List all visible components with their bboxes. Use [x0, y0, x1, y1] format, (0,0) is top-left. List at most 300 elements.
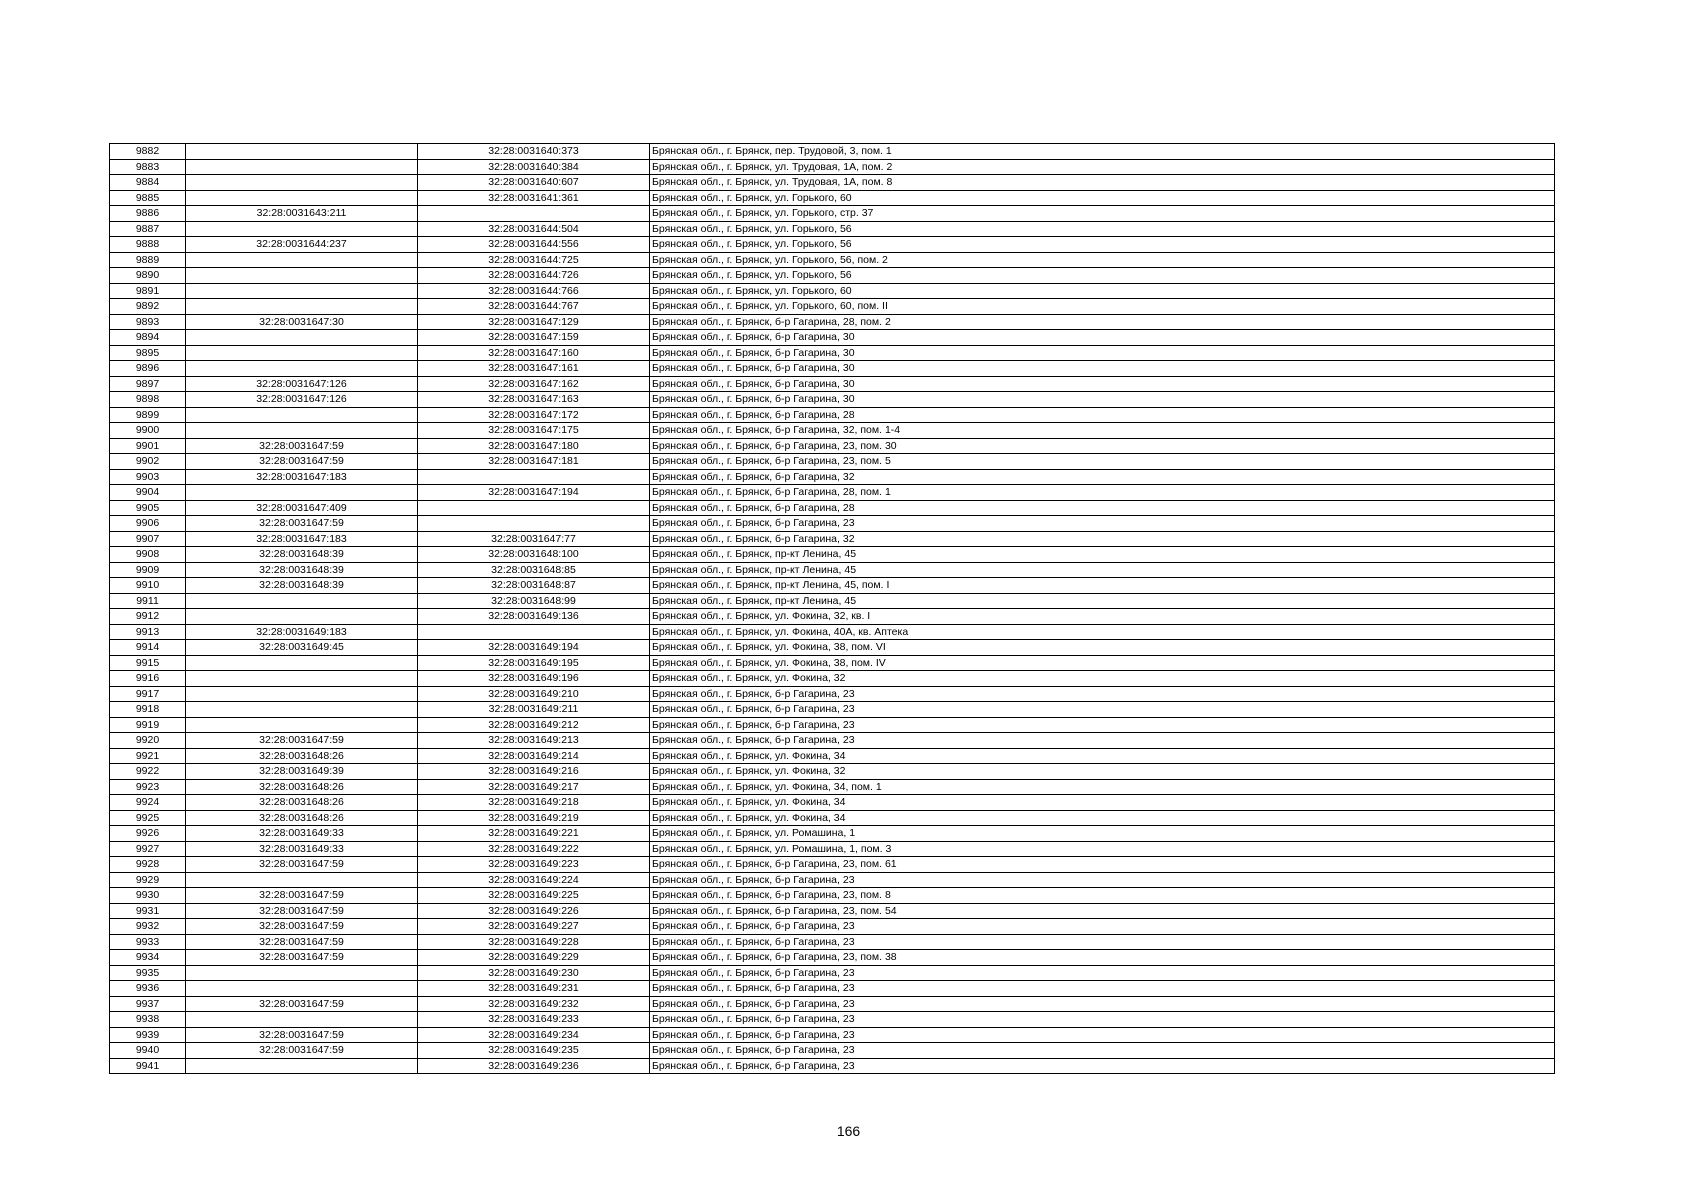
address-cell: Брянская обл., г. Брянск, б-р Гагарина, 23 [650, 981, 1555, 997]
address-cell: Брянская обл., г. Брянск, ул. Горького, 56 [650, 268, 1555, 284]
table-row [110, 562, 1555, 578]
address-cell: Брянская обл., г. Брянск, б-р Гагарина, 23, пом. 38 [650, 950, 1555, 966]
table-row [110, 733, 1555, 749]
row-number-cell: 9885 [110, 190, 186, 206]
land-cadastral-cell [186, 655, 418, 671]
address-cell: Брянская обл., г. Брянск, б-р Гагарина, 23 [650, 1027, 1555, 1043]
land-cadastral-cell [186, 345, 418, 361]
land-cadastral-cell [186, 175, 418, 191]
address-cell: Брянская обл., г. Брянск, ул. Трудовая, 1А, пом. 2 [650, 159, 1555, 175]
address-cell: Брянская обл., г. Брянск, б-р Гагарина, 23 [650, 717, 1555, 733]
land-cadastral-cell [186, 485, 418, 501]
object-cadastral-cell: 32:28:0031649:235 [418, 1043, 650, 1059]
table-row [110, 872, 1555, 888]
object-cadastral-cell: 32:28:0031649:218 [418, 795, 650, 811]
table-row [110, 826, 1555, 842]
row-number-cell: 9910 [110, 578, 186, 594]
registry-table-body [110, 144, 1555, 1074]
land-cadastral-cell: 32:28:0031647:59 [186, 857, 418, 873]
row-number-cell: 9906 [110, 516, 186, 532]
table-row [110, 330, 1555, 346]
object-cadastral-cell [418, 624, 650, 640]
object-cadastral-cell: 32:28:0031649:229 [418, 950, 650, 966]
land-cadastral-cell: 32:28:0031647:30 [186, 314, 418, 330]
object-cadastral-cell [418, 500, 650, 516]
table-row [110, 190, 1555, 206]
row-number-cell: 9901 [110, 438, 186, 454]
land-cadastral-cell: 32:28:0031647:59 [186, 888, 418, 904]
address-cell: Брянская обл., г. Брянск, б-р Гагарина, 23 [650, 934, 1555, 950]
object-cadastral-cell: 32:28:0031647:160 [418, 345, 650, 361]
table-row [110, 1027, 1555, 1043]
row-number-cell: 9890 [110, 268, 186, 284]
row-number-cell: 9918 [110, 702, 186, 718]
row-number-cell: 9929 [110, 872, 186, 888]
land-cadastral-cell: 32:28:0031647:126 [186, 376, 418, 392]
row-number-cell: 9928 [110, 857, 186, 873]
row-number-cell: 9883 [110, 159, 186, 175]
land-cadastral-cell: 32:28:0031647:59 [186, 1043, 418, 1059]
row-number-cell: 9895 [110, 345, 186, 361]
land-cadastral-cell [186, 252, 418, 268]
table-row [110, 299, 1555, 315]
row-number-cell: 9933 [110, 934, 186, 950]
object-cadastral-cell: 32:28:0031648:87 [418, 578, 650, 594]
table-row [110, 578, 1555, 594]
object-cadastral-cell [418, 516, 650, 532]
object-cadastral-cell: 32:28:0031647:180 [418, 438, 650, 454]
table-row [110, 547, 1555, 563]
address-cell: Брянская обл., г. Брянск, ул. Горького, 60 [650, 283, 1555, 299]
address-cell: Брянская обл., г. Брянск, ул. Горького, 60 [650, 190, 1555, 206]
land-cadastral-cell: 32:28:0031643:211 [186, 206, 418, 222]
table-row [110, 981, 1555, 997]
address-cell: Брянская обл., г. Брянск, б-р Гагарина, 30 [650, 361, 1555, 377]
land-cadastral-cell [186, 1058, 418, 1074]
land-cadastral-cell [186, 593, 418, 609]
address-cell: Брянская обл., г. Брянск, ул. Фокина, 34 [650, 810, 1555, 826]
object-cadastral-cell: 32:28:0031644:767 [418, 299, 650, 315]
row-number-cell: 9899 [110, 407, 186, 423]
table-row [110, 361, 1555, 377]
object-cadastral-cell: 32:28:0031649:233 [418, 1012, 650, 1028]
table-row [110, 516, 1555, 532]
land-cadastral-cell: 32:28:0031649:33 [186, 841, 418, 857]
address-cell: Брянская обл., г. Брянск, б-р Гагарина, 23 [650, 965, 1555, 981]
object-cadastral-cell: 32:28:0031641:361 [418, 190, 650, 206]
table-row [110, 996, 1555, 1012]
address-cell: Брянская обл., г. Брянск, б-р Гагарина, 28 [650, 407, 1555, 423]
address-cell: Брянская обл., г. Брянск, б-р Гагарина, 23 [650, 702, 1555, 718]
row-number-cell: 9905 [110, 500, 186, 516]
object-cadastral-cell: 32:28:0031649:230 [418, 965, 650, 981]
land-cadastral-cell: 32:28:0031648:26 [186, 795, 418, 811]
object-cadastral-cell: 32:28:0031644:766 [418, 283, 650, 299]
land-cadastral-cell: 32:28:0031647:409 [186, 500, 418, 516]
object-cadastral-cell: 32:28:0031649:213 [418, 733, 650, 749]
object-cadastral-cell: 32:28:0031640:373 [418, 144, 650, 160]
row-number-cell: 9931 [110, 903, 186, 919]
land-cadastral-cell: 32:28:0031647:59 [186, 903, 418, 919]
table-row [110, 1043, 1555, 1059]
page-number: 166 [836, 1123, 861, 1139]
address-cell: Брянская обл., г. Брянск, ул. Горького, 56 [650, 221, 1555, 237]
land-cadastral-cell [186, 221, 418, 237]
row-number-cell: 9927 [110, 841, 186, 857]
land-cadastral-cell [186, 423, 418, 439]
table-row [110, 795, 1555, 811]
address-cell: Брянская обл., г. Брянск, ул. Фокина, 34 [650, 795, 1555, 811]
address-cell: Брянская обл., г. Брянск, б-р Гагарина, 28, пом. 1 [650, 485, 1555, 501]
land-cadastral-cell [186, 283, 418, 299]
object-cadastral-cell: 32:28:0031649:224 [418, 872, 650, 888]
object-cadastral-cell: 32:28:0031647:159 [418, 330, 650, 346]
table-row [110, 965, 1555, 981]
object-cadastral-cell: 32:28:0031649:195 [418, 655, 650, 671]
land-cadastral-cell: 32:28:0031648:39 [186, 547, 418, 563]
land-cadastral-cell: 32:28:0031649:183 [186, 624, 418, 640]
table-row [110, 268, 1555, 284]
land-cadastral-cell: 32:28:0031648:26 [186, 748, 418, 764]
object-cadastral-cell: 32:28:0031649:232 [418, 996, 650, 1012]
row-number-cell: 9884 [110, 175, 186, 191]
object-cadastral-cell: 32:28:0031648:100 [418, 547, 650, 563]
table-row [110, 717, 1555, 733]
land-cadastral-cell [186, 981, 418, 997]
address-cell: Брянская обл., г. Брянск, пр-кт Ленина, 45 [650, 593, 1555, 609]
object-cadastral-cell: 32:28:0031647:129 [418, 314, 650, 330]
address-cell: Брянская обл., г. Брянск, б-р Гагарина, 28, пом. 2 [650, 314, 1555, 330]
object-cadastral-cell: 32:28:0031644:556 [418, 237, 650, 253]
row-number-cell: 9934 [110, 950, 186, 966]
address-cell: Брянская обл., г. Брянск, ул. Фокина, 34 [650, 748, 1555, 764]
address-cell: Брянская обл., г. Брянск, ул. Фокина, 34, пом. 1 [650, 779, 1555, 795]
row-number-cell: 9914 [110, 640, 186, 656]
object-cadastral-cell: 32:28:0031644:726 [418, 268, 650, 284]
address-cell: Брянская обл., г. Брянск, ул. Фокина, 32, кв. I [650, 609, 1555, 625]
land-cadastral-cell [186, 190, 418, 206]
row-number-cell: 9893 [110, 314, 186, 330]
address-cell: Брянская обл., г. Брянск, б-р Гагарина, 23 [650, 919, 1555, 935]
address-cell: Брянская обл., г. Брянск, б-р Гагарина, 23 [650, 1058, 1555, 1074]
object-cadastral-cell: 32:28:0031647:181 [418, 454, 650, 470]
address-cell: Брянская обл., г. Брянск, б-р Гагарина, 23 [650, 733, 1555, 749]
row-number-cell: 9888 [110, 237, 186, 253]
row-number-cell: 9915 [110, 655, 186, 671]
object-cadastral-cell: 32:28:0031647:175 [418, 423, 650, 439]
land-cadastral-cell: 32:28:0031647:126 [186, 392, 418, 408]
land-cadastral-cell [186, 671, 418, 687]
address-cell: Брянская обл., г. Брянск, б-р Гагарина, 30 [650, 345, 1555, 361]
table-row [110, 609, 1555, 625]
land-cadastral-cell: 32:28:0031648:26 [186, 779, 418, 795]
object-cadastral-cell [418, 469, 650, 485]
row-number-cell: 9909 [110, 562, 186, 578]
object-cadastral-cell: 32:28:0031647:77 [418, 531, 650, 547]
row-number-cell: 9926 [110, 826, 186, 842]
row-number-cell: 9922 [110, 764, 186, 780]
table-row [110, 485, 1555, 501]
table-row [110, 175, 1555, 191]
land-cadastral-cell: 32:28:0031647:59 [186, 733, 418, 749]
table-row [110, 469, 1555, 485]
address-cell: Брянская обл., г. Брянск, ул. Фокина, 32 [650, 764, 1555, 780]
table-row [110, 159, 1555, 175]
row-number-cell: 9940 [110, 1043, 186, 1059]
table-row [110, 748, 1555, 764]
object-cadastral-cell: 32:28:0031649:221 [418, 826, 650, 842]
object-cadastral-cell: 32:28:0031647:163 [418, 392, 650, 408]
address-cell: Брянская обл., г. Брянск, ул. Фокина, 38, пом. VI [650, 640, 1555, 656]
row-number-cell: 9936 [110, 981, 186, 997]
address-cell: Брянская обл., г. Брянск, пр-кт Ленина, 45, пом. I [650, 578, 1555, 594]
address-cell: Брянская обл., г. Брянск, б-р Гагарина, 23 [650, 872, 1555, 888]
address-cell: Брянская обл., г. Брянск, б-р Гагарина, 32 [650, 469, 1555, 485]
address-cell: Брянская обл., г. Брянск, ул. Фокина, 38, пом. IV [650, 655, 1555, 671]
land-cadastral-cell: 32:28:0031647:59 [186, 950, 418, 966]
land-cadastral-cell [186, 1012, 418, 1028]
object-cadastral-cell: 32:28:0031649:211 [418, 702, 650, 718]
row-number-cell: 9886 [110, 206, 186, 222]
table-row [110, 702, 1555, 718]
table-row [110, 438, 1555, 454]
land-cadastral-cell [186, 299, 418, 315]
object-cadastral-cell: 32:28:0031649:136 [418, 609, 650, 625]
land-cadastral-cell: 32:28:0031647:59 [186, 934, 418, 950]
object-cadastral-cell: 32:28:0031649:219 [418, 810, 650, 826]
row-number-cell: 9937 [110, 996, 186, 1012]
land-cadastral-cell: 32:28:0031647:183 [186, 469, 418, 485]
row-number-cell: 9939 [110, 1027, 186, 1043]
object-cadastral-cell: 32:28:0031649:217 [418, 779, 650, 795]
object-cadastral-cell: 32:28:0031649:212 [418, 717, 650, 733]
address-cell: Брянская обл., г. Брянск, б-р Гагарина, 23 [650, 516, 1555, 532]
row-number-cell: 9904 [110, 485, 186, 501]
row-number-cell: 9894 [110, 330, 186, 346]
object-cadastral-cell: 32:28:0031648:99 [418, 593, 650, 609]
object-cadastral-cell: 32:28:0031648:85 [418, 562, 650, 578]
land-cadastral-cell [186, 407, 418, 423]
land-cadastral-cell [186, 702, 418, 718]
object-cadastral-cell: 32:28:0031647:161 [418, 361, 650, 377]
object-cadastral-cell: 32:28:0031649:226 [418, 903, 650, 919]
object-cadastral-cell [418, 206, 650, 222]
object-cadastral-cell: 32:28:0031647:162 [418, 376, 650, 392]
table-row [110, 500, 1555, 516]
table-row [110, 593, 1555, 609]
table-row [110, 934, 1555, 950]
object-cadastral-cell: 32:28:0031649:231 [418, 981, 650, 997]
table-row [110, 1012, 1555, 1028]
table-row [110, 252, 1555, 268]
address-cell: Брянская обл., г. Брянск, б-р Гагарина, 23, пом. 30 [650, 438, 1555, 454]
row-number-cell: 9892 [110, 299, 186, 315]
row-number-cell: 9930 [110, 888, 186, 904]
table-row [110, 345, 1555, 361]
land-cadastral-cell: 32:28:0031647:59 [186, 454, 418, 470]
address-cell: Брянская обл., г. Брянск, ул. Горького, 60, пом. II [650, 299, 1555, 315]
land-cadastral-cell: 32:28:0031649:45 [186, 640, 418, 656]
row-number-cell: 9935 [110, 965, 186, 981]
table-row [110, 454, 1555, 470]
row-number-cell: 9891 [110, 283, 186, 299]
row-number-cell: 9920 [110, 733, 186, 749]
row-number-cell: 9897 [110, 376, 186, 392]
address-cell: Брянская обл., г. Брянск, б-р Гагарина, 30 [650, 330, 1555, 346]
land-cadastral-cell: 32:28:0031647:183 [186, 531, 418, 547]
address-cell: Брянская обл., г. Брянск, б-р Гагарина, 23, пом. 54 [650, 903, 1555, 919]
address-cell: Брянская обл., г. Брянск, пр-кт Ленина, 45 [650, 547, 1555, 563]
land-cadastral-cell: 32:28:0031647:59 [186, 516, 418, 532]
table-row [110, 686, 1555, 702]
table-row [110, 640, 1555, 656]
object-cadastral-cell: 32:28:0031644:725 [418, 252, 650, 268]
table-row [110, 624, 1555, 640]
table-row [110, 206, 1555, 222]
land-cadastral-cell [186, 144, 418, 160]
land-cadastral-cell: 32:28:0031648:39 [186, 578, 418, 594]
address-cell: Брянская обл., г. Брянск, ул. Ромашина, 1, пом. 3 [650, 841, 1555, 857]
land-cadastral-cell [186, 872, 418, 888]
object-cadastral-cell: 32:28:0031649:223 [418, 857, 650, 873]
land-cadastral-cell: 32:28:0031649:33 [186, 826, 418, 842]
row-number-cell: 9925 [110, 810, 186, 826]
land-cadastral-cell [186, 717, 418, 733]
row-number-cell: 9896 [110, 361, 186, 377]
object-cadastral-cell: 32:28:0031649:222 [418, 841, 650, 857]
object-cadastral-cell: 32:28:0031640:607 [418, 175, 650, 191]
address-cell: Брянская обл., г. Брянск, б-р Гагарина, 23 [650, 686, 1555, 702]
address-cell: Брянская обл., г. Брянск, б-р Гагарина, 32, пом. 1-4 [650, 423, 1555, 439]
row-number-cell: 9908 [110, 547, 186, 563]
table-row [110, 810, 1555, 826]
address-cell: Брянская обл., г. Брянск, б-р Гагарина, 23, пом. 5 [650, 454, 1555, 470]
object-cadastral-cell: 32:28:0031647:172 [418, 407, 650, 423]
table-row [110, 144, 1555, 160]
address-cell: Брянская обл., г. Брянск, б-р Гагарина, 23, пом. 8 [650, 888, 1555, 904]
address-cell: Брянская обл., г. Брянск, ул. Горького, стр. 37 [650, 206, 1555, 222]
address-cell: Брянская обл., г. Брянск, пр-кт Ленина, 45 [650, 562, 1555, 578]
row-number-cell: 9903 [110, 469, 186, 485]
table-row [110, 903, 1555, 919]
table-row [110, 237, 1555, 253]
row-number-cell: 9912 [110, 609, 186, 625]
table-row [110, 671, 1555, 687]
object-cadastral-cell: 32:28:0031649:210 [418, 686, 650, 702]
address-cell: Брянская обл., г. Брянск, ул. Горького, 56 [650, 237, 1555, 253]
object-cadastral-cell: 32:28:0031649:214 [418, 748, 650, 764]
land-cadastral-cell [186, 268, 418, 284]
land-cadastral-cell [186, 609, 418, 625]
land-cadastral-cell: 32:28:0031647:59 [186, 1027, 418, 1043]
address-cell: Брянская обл., г. Брянск, б-р Гагарина, 23 [650, 996, 1555, 1012]
land-cadastral-cell: 32:28:0031648:26 [186, 810, 418, 826]
row-number-cell: 9898 [110, 392, 186, 408]
table-row [110, 283, 1555, 299]
address-cell: Брянская обл., г. Брянск, ул. Ромашина, 1 [650, 826, 1555, 842]
land-cadastral-cell [186, 330, 418, 346]
address-cell: Брянская обл., г. Брянск, б-р Гагарина, 23 [650, 1012, 1555, 1028]
address-cell: Брянская обл., г. Брянск, ул. Горького, 56, пом. 2 [650, 252, 1555, 268]
row-number-cell: 9923 [110, 779, 186, 795]
row-number-cell: 9882 [110, 144, 186, 160]
row-number-cell: 9932 [110, 919, 186, 935]
object-cadastral-cell: 32:28:0031649:196 [418, 671, 650, 687]
table-row [110, 655, 1555, 671]
address-cell: Брянская обл., г. Брянск, ул. Трудовая, 1А, пом. 8 [650, 175, 1555, 191]
land-cadastral-cell [186, 965, 418, 981]
row-number-cell: 9919 [110, 717, 186, 733]
table-row [110, 857, 1555, 873]
address-cell: Брянская обл., г. Брянск, б-р Гагарина, 30 [650, 392, 1555, 408]
row-number-cell: 9889 [110, 252, 186, 268]
row-number-cell: 9921 [110, 748, 186, 764]
object-cadastral-cell: 32:28:0031647:194 [418, 485, 650, 501]
row-number-cell: 9911 [110, 593, 186, 609]
land-cadastral-cell: 32:28:0031647:59 [186, 996, 418, 1012]
row-number-cell: 9938 [110, 1012, 186, 1028]
table-row [110, 779, 1555, 795]
address-cell: Брянская обл., г. Брянск, б-р Гагарина, 32 [650, 531, 1555, 547]
address-cell: Брянская обл., г. Брянск, ул. Фокина, 32 [650, 671, 1555, 687]
object-cadastral-cell: 32:28:0031649:234 [418, 1027, 650, 1043]
address-cell: Брянская обл., г. Брянск, б-р Гагарина, 23 [650, 1043, 1555, 1059]
object-cadastral-cell: 32:28:0031649:216 [418, 764, 650, 780]
table-row [110, 764, 1555, 780]
address-cell: Брянская обл., г. Брянск, ул. Фокина, 40А, кв. Аптека [650, 624, 1555, 640]
table-row [110, 1058, 1555, 1074]
row-number-cell: 9917 [110, 686, 186, 702]
table-row [110, 392, 1555, 408]
table-row [110, 407, 1555, 423]
object-cadastral-cell: 32:28:0031649:194 [418, 640, 650, 656]
row-number-cell: 9913 [110, 624, 186, 640]
registry-table [109, 143, 1555, 1074]
row-number-cell: 9900 [110, 423, 186, 439]
table-row [110, 841, 1555, 857]
row-number-cell: 9887 [110, 221, 186, 237]
address-cell: Брянская обл., г. Брянск, б-р Гагарина, 28 [650, 500, 1555, 516]
table-row [110, 919, 1555, 935]
land-cadastral-cell: 32:28:0031649:39 [186, 764, 418, 780]
table-row [110, 531, 1555, 547]
object-cadastral-cell: 32:28:0031649:228 [418, 934, 650, 950]
land-cadastral-cell: 32:28:0031644:237 [186, 237, 418, 253]
table-row [110, 423, 1555, 439]
address-cell: Брянская обл., г. Брянск, б-р Гагарина, 23, пом. 61 [650, 857, 1555, 873]
table-row [110, 314, 1555, 330]
object-cadastral-cell: 32:28:0031644:504 [418, 221, 650, 237]
object-cadastral-cell: 32:28:0031649:225 [418, 888, 650, 904]
land-cadastral-cell [186, 361, 418, 377]
row-number-cell: 9916 [110, 671, 186, 687]
table-row [110, 950, 1555, 966]
table-row [110, 221, 1555, 237]
land-cadastral-cell: 32:28:0031647:59 [186, 438, 418, 454]
object-cadastral-cell: 32:28:0031649:236 [418, 1058, 650, 1074]
land-cadastral-cell: 32:28:0031648:39 [186, 562, 418, 578]
row-number-cell: 9924 [110, 795, 186, 811]
address-cell: Брянская обл., г. Брянск, пер. Трудовой, 3, пом. 1 [650, 144, 1555, 160]
row-number-cell: 9902 [110, 454, 186, 470]
table-row [110, 888, 1555, 904]
land-cadastral-cell [186, 159, 418, 175]
row-number-cell: 9941 [110, 1058, 186, 1074]
row-number-cell: 9907 [110, 531, 186, 547]
object-cadastral-cell: 32:28:0031640:384 [418, 159, 650, 175]
address-cell: Брянская обл., г. Брянск, б-р Гагарина, 30 [650, 376, 1555, 392]
object-cadastral-cell: 32:28:0031649:227 [418, 919, 650, 935]
